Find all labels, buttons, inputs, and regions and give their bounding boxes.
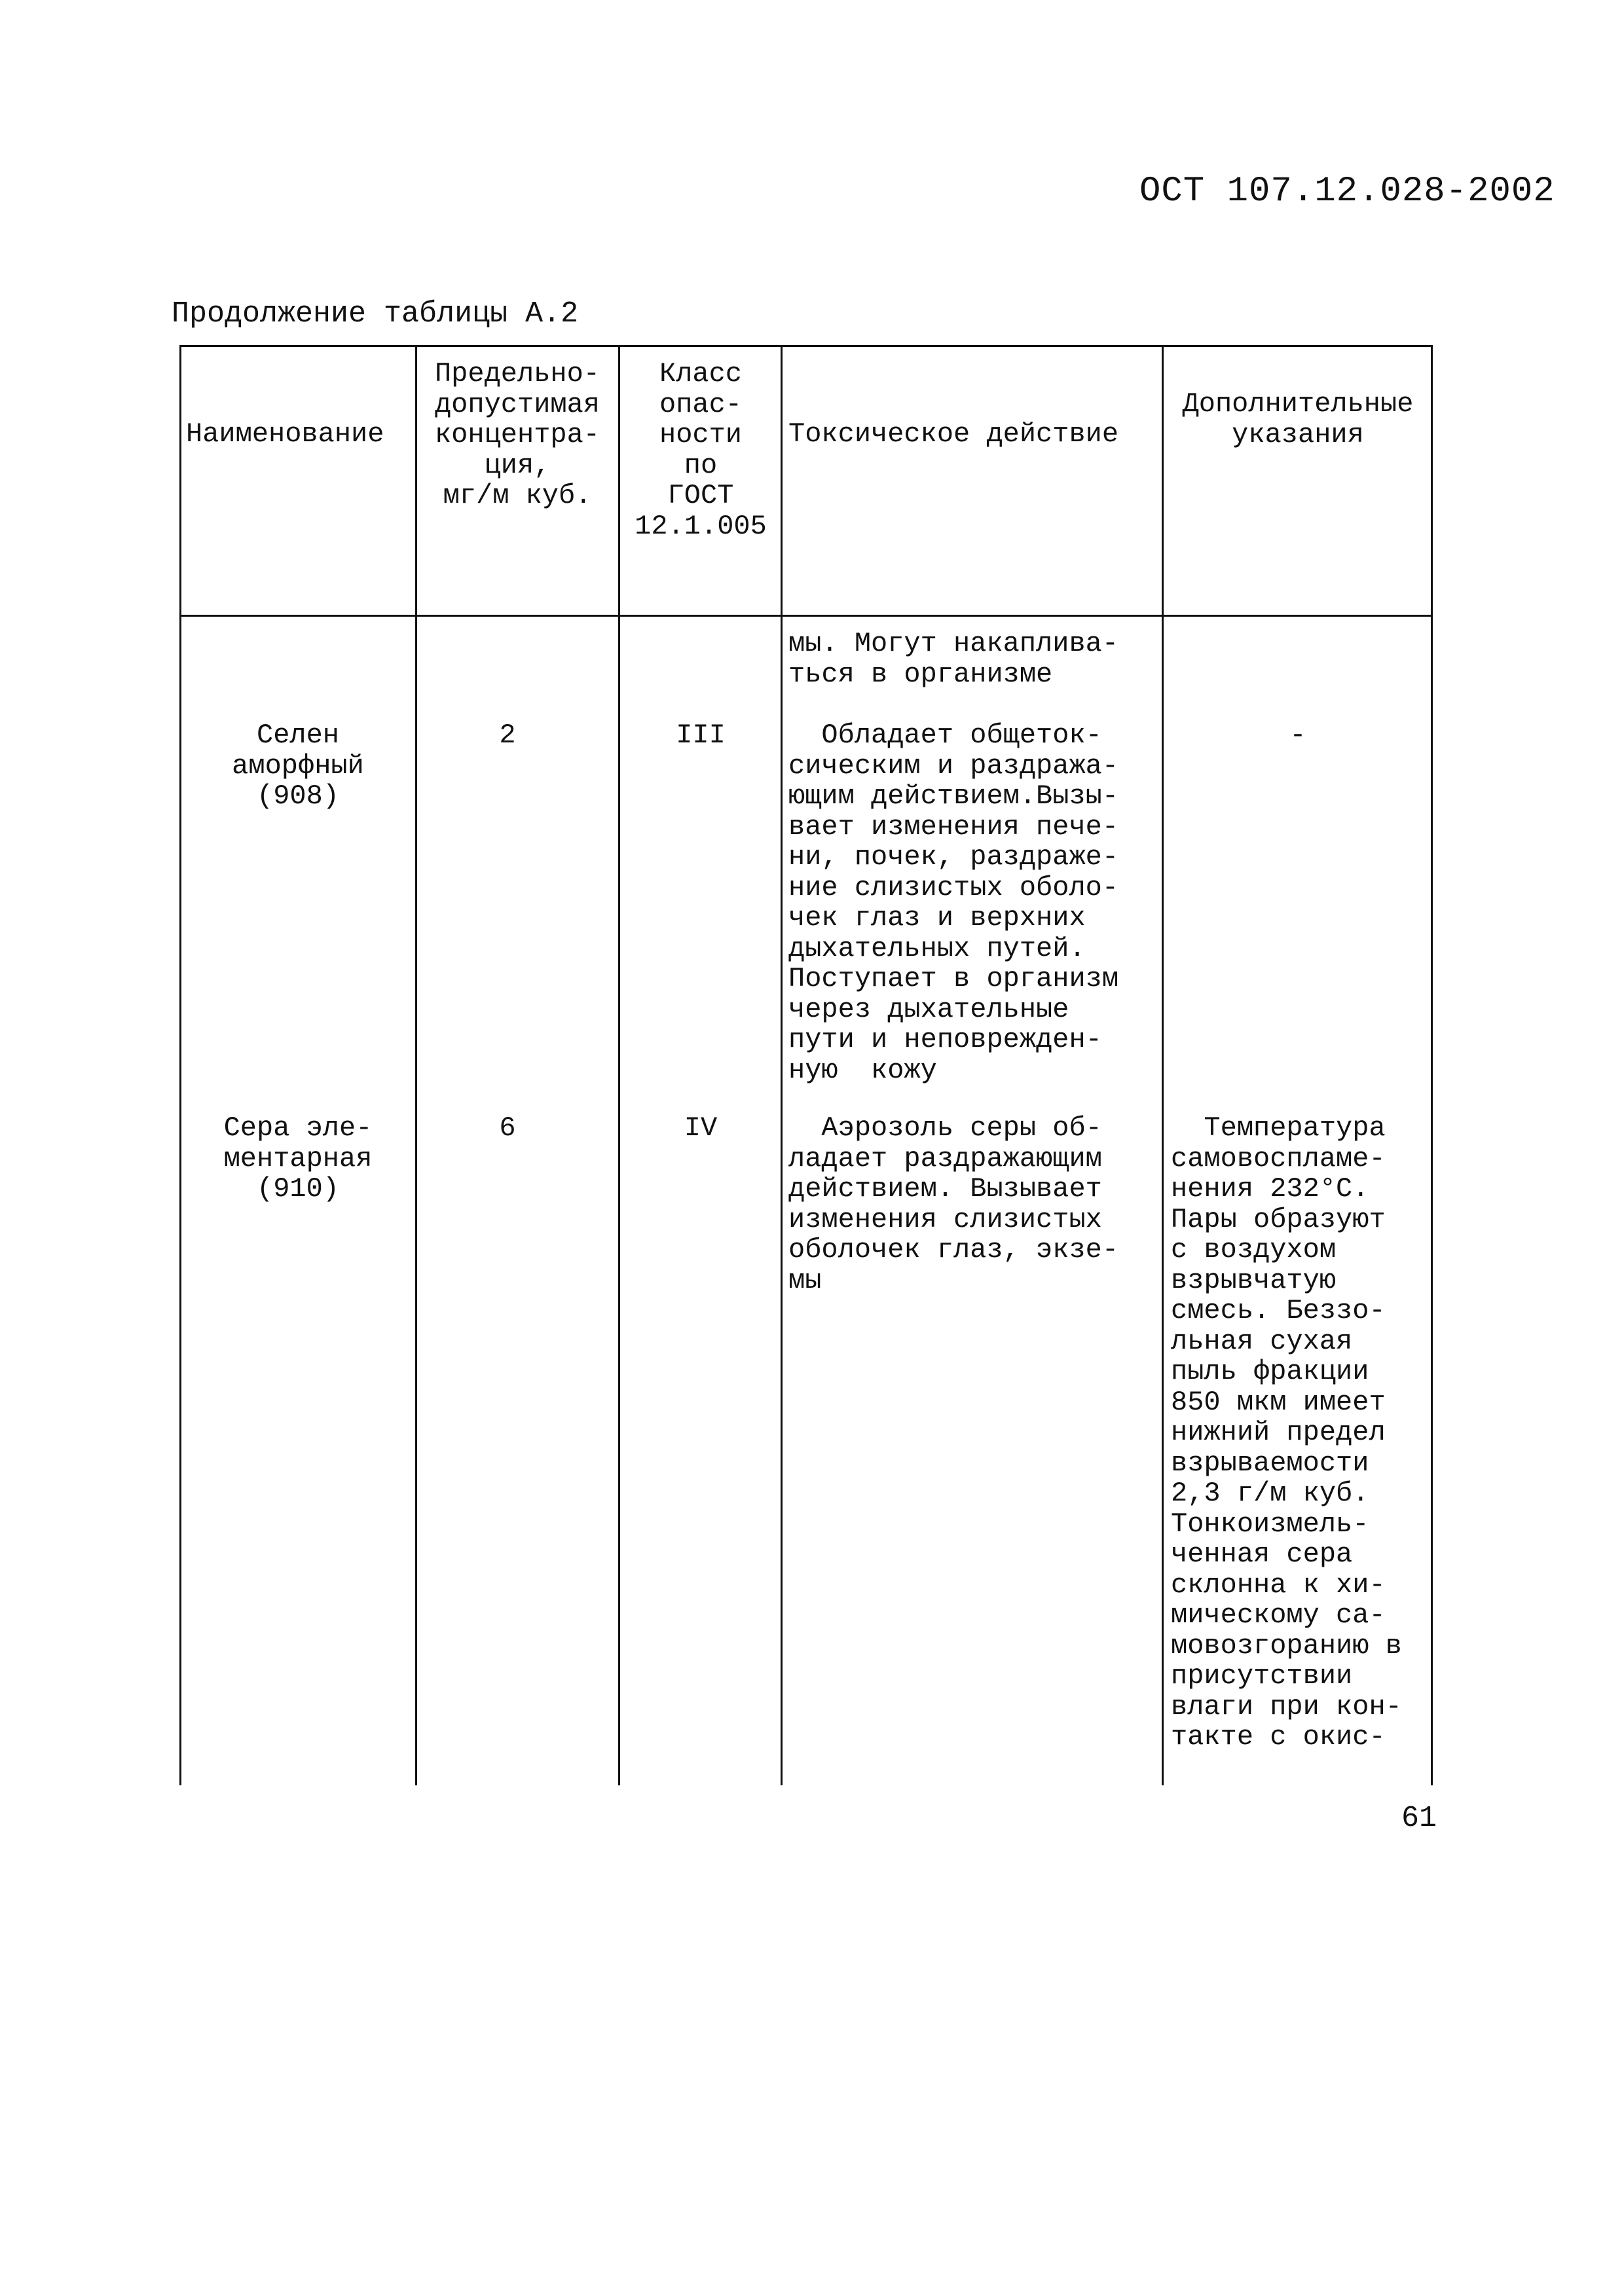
header-hazard-class: Класс опас- ности по ГОСТ 12.1.005 bbox=[635, 358, 767, 542]
table-left-border bbox=[179, 345, 181, 1785]
column-divider bbox=[618, 345, 620, 1785]
table-row-mac: 2 bbox=[499, 720, 516, 751]
column-divider bbox=[781, 345, 783, 1785]
header-mac: Предельно- допустимая концентра- ция, мг/м куб. bbox=[434, 358, 600, 511]
table-row-toxic: Аэрозоль серы об- ладает раздражающим действием. Вызывает изменения слизистых оболочек глаз, экзе- мы bbox=[788, 1112, 1119, 1296]
header-bottom-border bbox=[179, 615, 1433, 617]
table-right-border bbox=[1431, 345, 1433, 1785]
table-row-notes: - bbox=[1289, 720, 1306, 751]
table-row-toxic: Обладает общеток- сическим и раздража- ющим действием.Вызы- вает изменения пече- ни, почек, раздраже- ние слизистых оболо- чек глаз и верхних дыхательных путей. Поступает в организм через дыхательные пути и неповрежден- ную кожу bbox=[788, 720, 1119, 1086]
page-number: 61 bbox=[1401, 1802, 1437, 1835]
column-divider bbox=[415, 345, 417, 1785]
table-caption: Продолжение таблицы А.2 bbox=[172, 297, 579, 331]
table-row-hazard-class: IV bbox=[684, 1112, 718, 1144]
header-notes: Дополнительные указания bbox=[1182, 388, 1414, 450]
header-name: Наименование bbox=[186, 418, 384, 450]
table-row-notes: Температура самовоспламе- нения 232°С. Пары образуют с воздухом взрывчатую смесь. Беззо- льная сухая пыль фракции 850 мкм имеет нижний предел взрываемости 2,3 г/м куб. Тонкоизмель- ченная сера склонна к хи- мическому са- мовозгоранию в присутствии влаги при кон- такте с окис- bbox=[1171, 1112, 1402, 1753]
table-top-border bbox=[179, 345, 1433, 347]
table-row-mac: 6 bbox=[499, 1112, 516, 1144]
carryover-toxic-text: мы. Могут накаплива- ться в организме bbox=[788, 628, 1119, 690]
table-row-name: Сера эле- ментарная (910) bbox=[223, 1112, 373, 1205]
document-code: ОСТ 107.12.028-2002 bbox=[1139, 172, 1555, 211]
table-row-hazard-class: III bbox=[676, 720, 726, 751]
table-row-name: Селен аморфный (908) bbox=[232, 720, 364, 812]
column-divider bbox=[1162, 345, 1164, 1785]
header-toxic-action: Токсическое действие bbox=[788, 418, 1119, 450]
